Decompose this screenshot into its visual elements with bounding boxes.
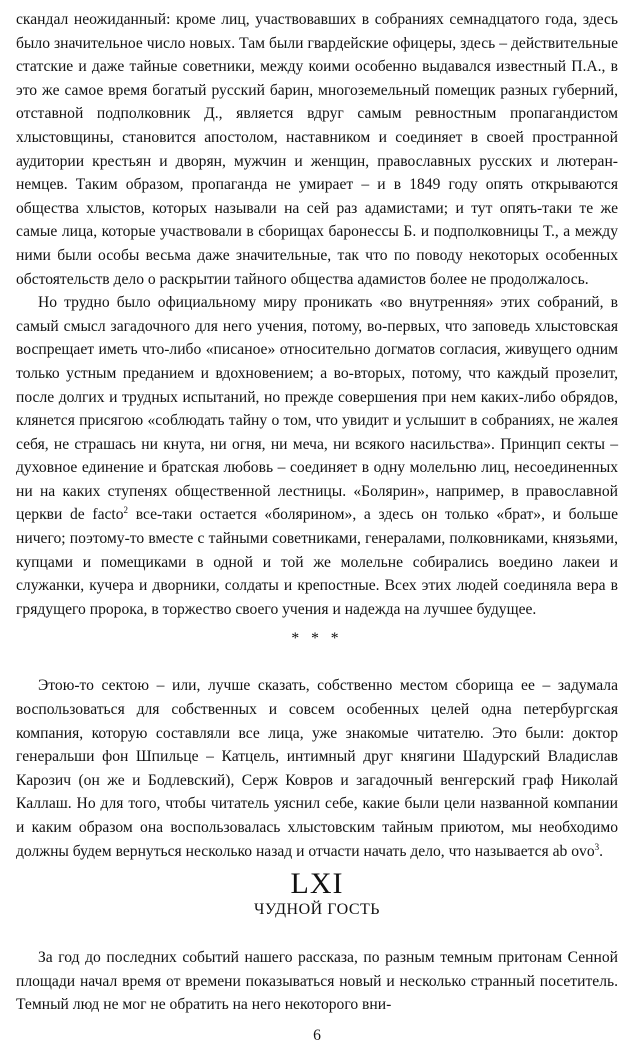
paragraph-text: Но трудно было официальному миру проникать «во внутренняя» этих собраний, в самый смысл загадочного для него учения, потому, во-первых, что заповедь хлыстовская воспрещает иметь что-либо «писаное» относительно догматов согласия, живущего одним только устным преданием и вдохновением; а во-вторых, потому, что каждый прозелит, после долгих и трудных испытаний, но прежде совершения при нем каких-либо обрядов, клянется присягою «соблюдать тайну о том, что увидит и услышит в собраниях, не жалея себя, не страшась ни кнута, ни огня, ни меча, ни всякого насильства». Принцип секты – духовное единение и братская любовь – соединяет в одну молельню лиц, несоединенных ни на каких ступенях общественной лестницы. «Болярин», например, в православной церкви de facto (16, 294, 618, 524)
spacer (16, 650, 618, 674)
footnote-marker[interactable]: 2 (123, 505, 129, 516)
section-break: * * * (291, 630, 343, 648)
paragraph-continued: скандал неожиданный: кроме лиц, участвовавших в собраниях семнадцатого года, здесь было значительное число новых. Там были гвардейские офицеры, здесь – действительные статские и даже тайные советники, между коими особенно выдавался известный П.А., в это же самое время богатый русский барин, многоземельный помещик разных губерний, отставной подполковник Д., является вдруг самым ревностным пропагандистом хлыстовщины, становится апостолом, наставником и соединяет в своей пространной аудитории крестьян и дворян, мужчин и женщин, православных русских и лютеран-немцев. Таким образом, пропаганда не умирает – и в 1849 году опять открываются общества хлыстов, которых называли на сей раз адамистами; и тут опять-таки те же самые лица, которые участвовали в сборищах баронессы Б. и подполковницы Т., а между ними были особы весьма даже значительные, так что по поводу некоторых особенных обстоятельств дело о раскрытии тайного общества адамистов более не продолжалось. (16, 11, 618, 288)
paragraph-text: . (599, 842, 604, 860)
paragraph-company (16, 674, 618, 863)
page-number: 6 (313, 1027, 321, 1044)
footnote-marker[interactable]: 3 (594, 841, 600, 852)
paragraph-chapter-start: За год до последних событий нашего рассказа, по разным темным притонам Сенной площади начал время от времени показываться новый и несколько странный посетитель. Темный люд не мог не обратить на него некоторого вни- (16, 949, 618, 1014)
spacer (16, 921, 618, 946)
chapter-number: LXI (290, 867, 344, 901)
book-page (16, 8, 618, 1048)
paragraph-secret-meetings (16, 291, 618, 621)
paragraph-text: все-таки остается «болярином», а здесь он только «брат», и больше ничего; поэтому-то вместе с тайными советниками, генералами, полковниками, князьями, купцами и помещиками в одной и той же молельне собирались воедино лакеи и служанки, кучера и дворники, солдаты и крепостные. Всех этих людей соединяла вера в грядущего пророка, в торжество своего учения и надежда на лучшее будущее. (16, 506, 618, 618)
paragraph-text: Этою-то сектою – или, лучше сказать, собственно местом сборища ее – задумала воспользоваться для собственных и совсем особенных целей одна петербургская компания, которую составляли все лица, уже знакомые читателю. Это были: доктор генеральши фон Шпильце – Катцель, интимный друг княгини Шадурский Владислав Карозич (он же и Бодлевский), Серж Ковров и загадочный венгерский граф Николай Каллаш. Но для того, чтобы читатель уяснил себе, какие были цели названной компании и каким образом она воспользовалась хлыстовским тайным приютом, мы необходимо должны будем вернуться несколько назад и отчасти начать дело, что называется ab ovo (16, 677, 618, 860)
chapter-title: ЧУДНОЙ ГОСТЬ (254, 901, 380, 919)
